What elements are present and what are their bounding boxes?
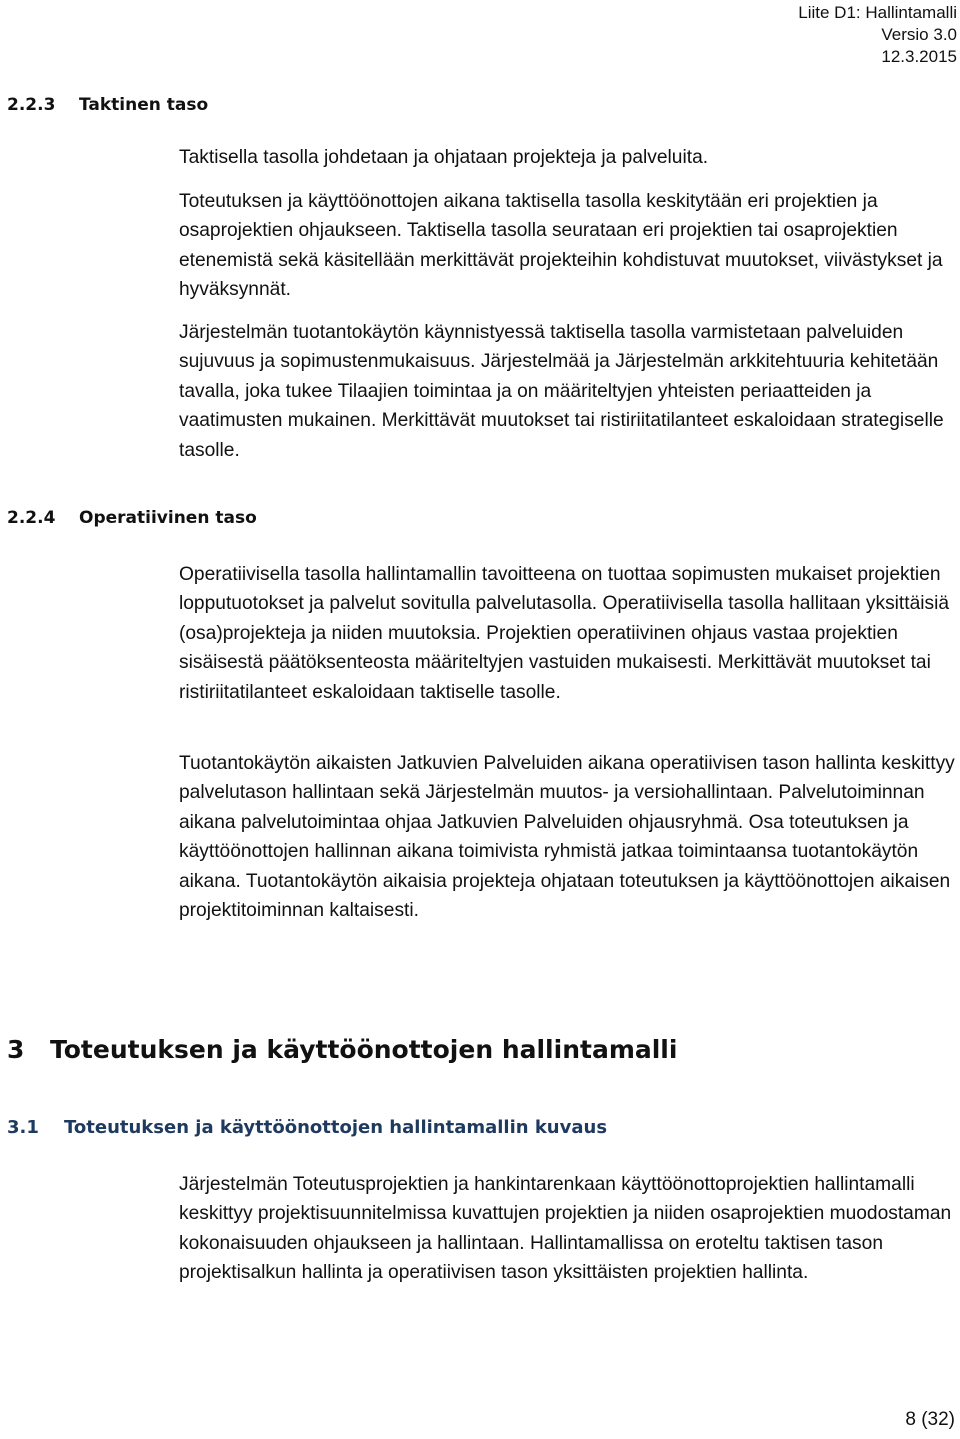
page-number: 8 (32) <box>905 1409 955 1430</box>
section-title: Toteutuksen ja käyttöönottojen hallintamallin kuvaus <box>64 1117 608 1138</box>
chapter-number: 3 <box>7 1035 25 1064</box>
document-header <box>798 2 957 68</box>
chapter-heading-3 <box>7 1035 677 1064</box>
tactical-paragraph-2: Toteutuksen ja käyttöönottojen aikana taktisella tasolla keskitytään eri projektien ja osaprojektien ohjaukseen. Taktisella tasolla seurataan eri projektien tai osaprojektien etenemistä sekä käsitellään merkittävät projekteihin kohdistuvat muutokset, viivästykset ja hyväksynnät. <box>179 191 943 301</box>
chapter-title: Toteutuksen ja käyttöönottojen hallintamalli <box>50 1035 678 1064</box>
section-number: 2.2.3 <box>7 95 56 115</box>
header-date: 12.3.2015 <box>881 47 957 66</box>
section-title: Taktinen taso <box>79 95 209 115</box>
tactical-paragraph-1: Taktisella tasolla johdetaan ja ohjataan projekteja ja palveluita. <box>179 147 709 168</box>
section-3-1-paragraph: Järjestelmän Toteutusprojektien ja hankintarenkaan käyttöönottoprojektien hallintamalli keskittyy projektisuunnitelmissa kuvattujen projektien ja niiden osaprojektien muodostaman kokonaisuuden ohjaukseen ja hallintaan. Hallintamallissa on eroteltu taktisen tason projektisalkun hallinta ja operatiivisen tason yksittäisten projektien hallinta. <box>179 1174 952 1284</box>
section-number: 2.2.4 <box>7 508 56 528</box>
section-heading-3-1 <box>7 1117 607 1138</box>
header-version: Versio 3.0 <box>881 25 957 44</box>
header-title: Liite D1: Hallintamalli <box>798 3 957 22</box>
section-number: 3.1 <box>7 1117 39 1138</box>
section-heading-2-2-4 <box>7 508 257 528</box>
tactical-paragraph-3: Järjestelmän tuotantokäytön käynnistyessä taktisella tasolla varmistetaan palveluiden sujuvuus ja sopimustenmukaisuus. Järjestelmää ja Järjestelmän arkkitehtuuria kehitetään tavalla, joka tukee Tilaajien toimintaa ja on määriteltyjen yhteisten periaatteiden ja vaatimusten mukainen. Merkittävät muutokset tai ristiriitatilanteet eskaloidaan strategiselle tasolle. <box>179 322 944 461</box>
operative-paragraph-1: Operatiivisella tasolla hallintamallin tavoitteena on tuottaa sopimusten mukaiset projektien lopputuotokset ja palvelut sovitulla palvelutasolla. Operatiivisella tasolla hallitaan yksittäisiä (osa)projekteja ja niiden muutoksia. Projektien operatiivinen ohjaus vastaa projektien sisäisestä päätöksenteosta määriteltyjen vastuiden mukaisesti. Merkittävät muutokset tai ristiriitatilanteet eskaloidaan taktiselle tasolle. <box>179 564 950 703</box>
section-heading-2-2-3 <box>7 95 208 115</box>
section-title: Operatiivinen taso <box>79 508 257 528</box>
operative-paragraph-2: Tuotantokäytön aikaisten Jatkuvien Palveluiden aikana operatiivisen tason hallinta keskittyy palvelutason hallintaan sekä Järjestelmän muutos- ja versiohallintaan. Palvelutoiminnan aikana palvelutoimintaa ohjaa Jatkuvien Palveluiden ohjausryhmä. Osa toteutuksen ja käyttöönottojen hallinnan aikana toimivista ryhmistä jatkaa toimintaansa tuotantokäytön aikana. Tuotantokäytön aikaisia projekteja ohjataan toteutuksen ja käyttöönottojen aikaisen projektitoiminnan kaltaisesti. <box>179 753 955 922</box>
